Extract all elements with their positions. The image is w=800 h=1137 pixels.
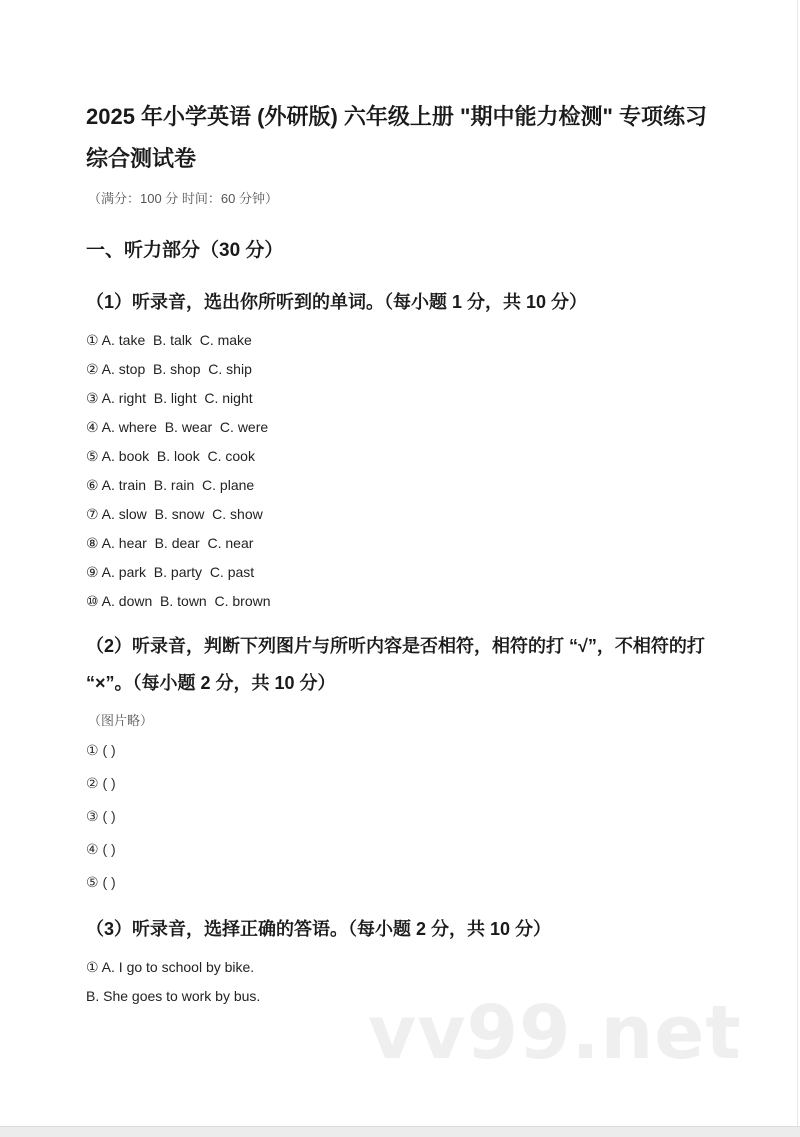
- question-item: ⑨ A. park B. party C. past: [86, 564, 255, 580]
- score-time-info: （满分：100 分 时间：60 分钟）: [88, 191, 278, 206]
- question-item: ① A. take B. talk C. make: [86, 332, 252, 348]
- judgement-item: ⑤ ( ): [86, 874, 116, 890]
- question-item: ③ A. right B. light C. night: [86, 390, 253, 406]
- part1-question-list: [86, 326, 271, 616]
- question-item: ② A. stop B. shop C. ship: [86, 361, 252, 377]
- part3-option-b: B. She goes to work by bus.: [86, 988, 261, 1004]
- question-item: ⑩ A. down B. town C. brown: [86, 593, 271, 609]
- question-item: ④ A. where B. wear C. were: [86, 419, 269, 435]
- part1-heading: （1）听录音，选出你所听到的单词。（每小题 1 分，共 10 分）: [86, 292, 588, 312]
- question-item: ⑥ A. train B. rain C. plane: [86, 477, 255, 493]
- part3-heading: （3）听录音，选择正确的答语。（每小题 2 分，共 10 分）: [86, 919, 552, 939]
- part2-heading: （2）听录音，判断下列图片与所听内容是否相符，相符的打 “√”，不相符的打 “×”。（每小题 2 分，共 10 分）: [86, 636, 705, 693]
- page-bottom-edge: [0, 1126, 800, 1137]
- judgement-item: ② ( ): [86, 775, 116, 791]
- part3-option-a: ① A. I go to school by bike.: [86, 959, 255, 975]
- question-item: ⑧ A. hear B. dear C. near: [86, 535, 254, 551]
- part2-note: （图片略）: [88, 713, 154, 728]
- judgement-item: ① ( ): [86, 742, 116, 758]
- judgement-item: ④ ( ): [86, 841, 116, 857]
- section-heading-listening: 一、听力部分（30 分）: [86, 240, 284, 261]
- judgement-item: ③ ( ): [86, 808, 116, 824]
- question-item: ⑤ A. book B. look C. cook: [86, 448, 255, 464]
- part2-question-list: [86, 734, 116, 899]
- watermark: vv99.net: [368, 990, 742, 1076]
- document-title: 2025 年小学英语 (外研版) 六年级上册 "期中能力检测" 专项练习综合测试卷: [86, 104, 708, 171]
- question-item: ⑦ A. slow B. snow C. show: [86, 506, 263, 522]
